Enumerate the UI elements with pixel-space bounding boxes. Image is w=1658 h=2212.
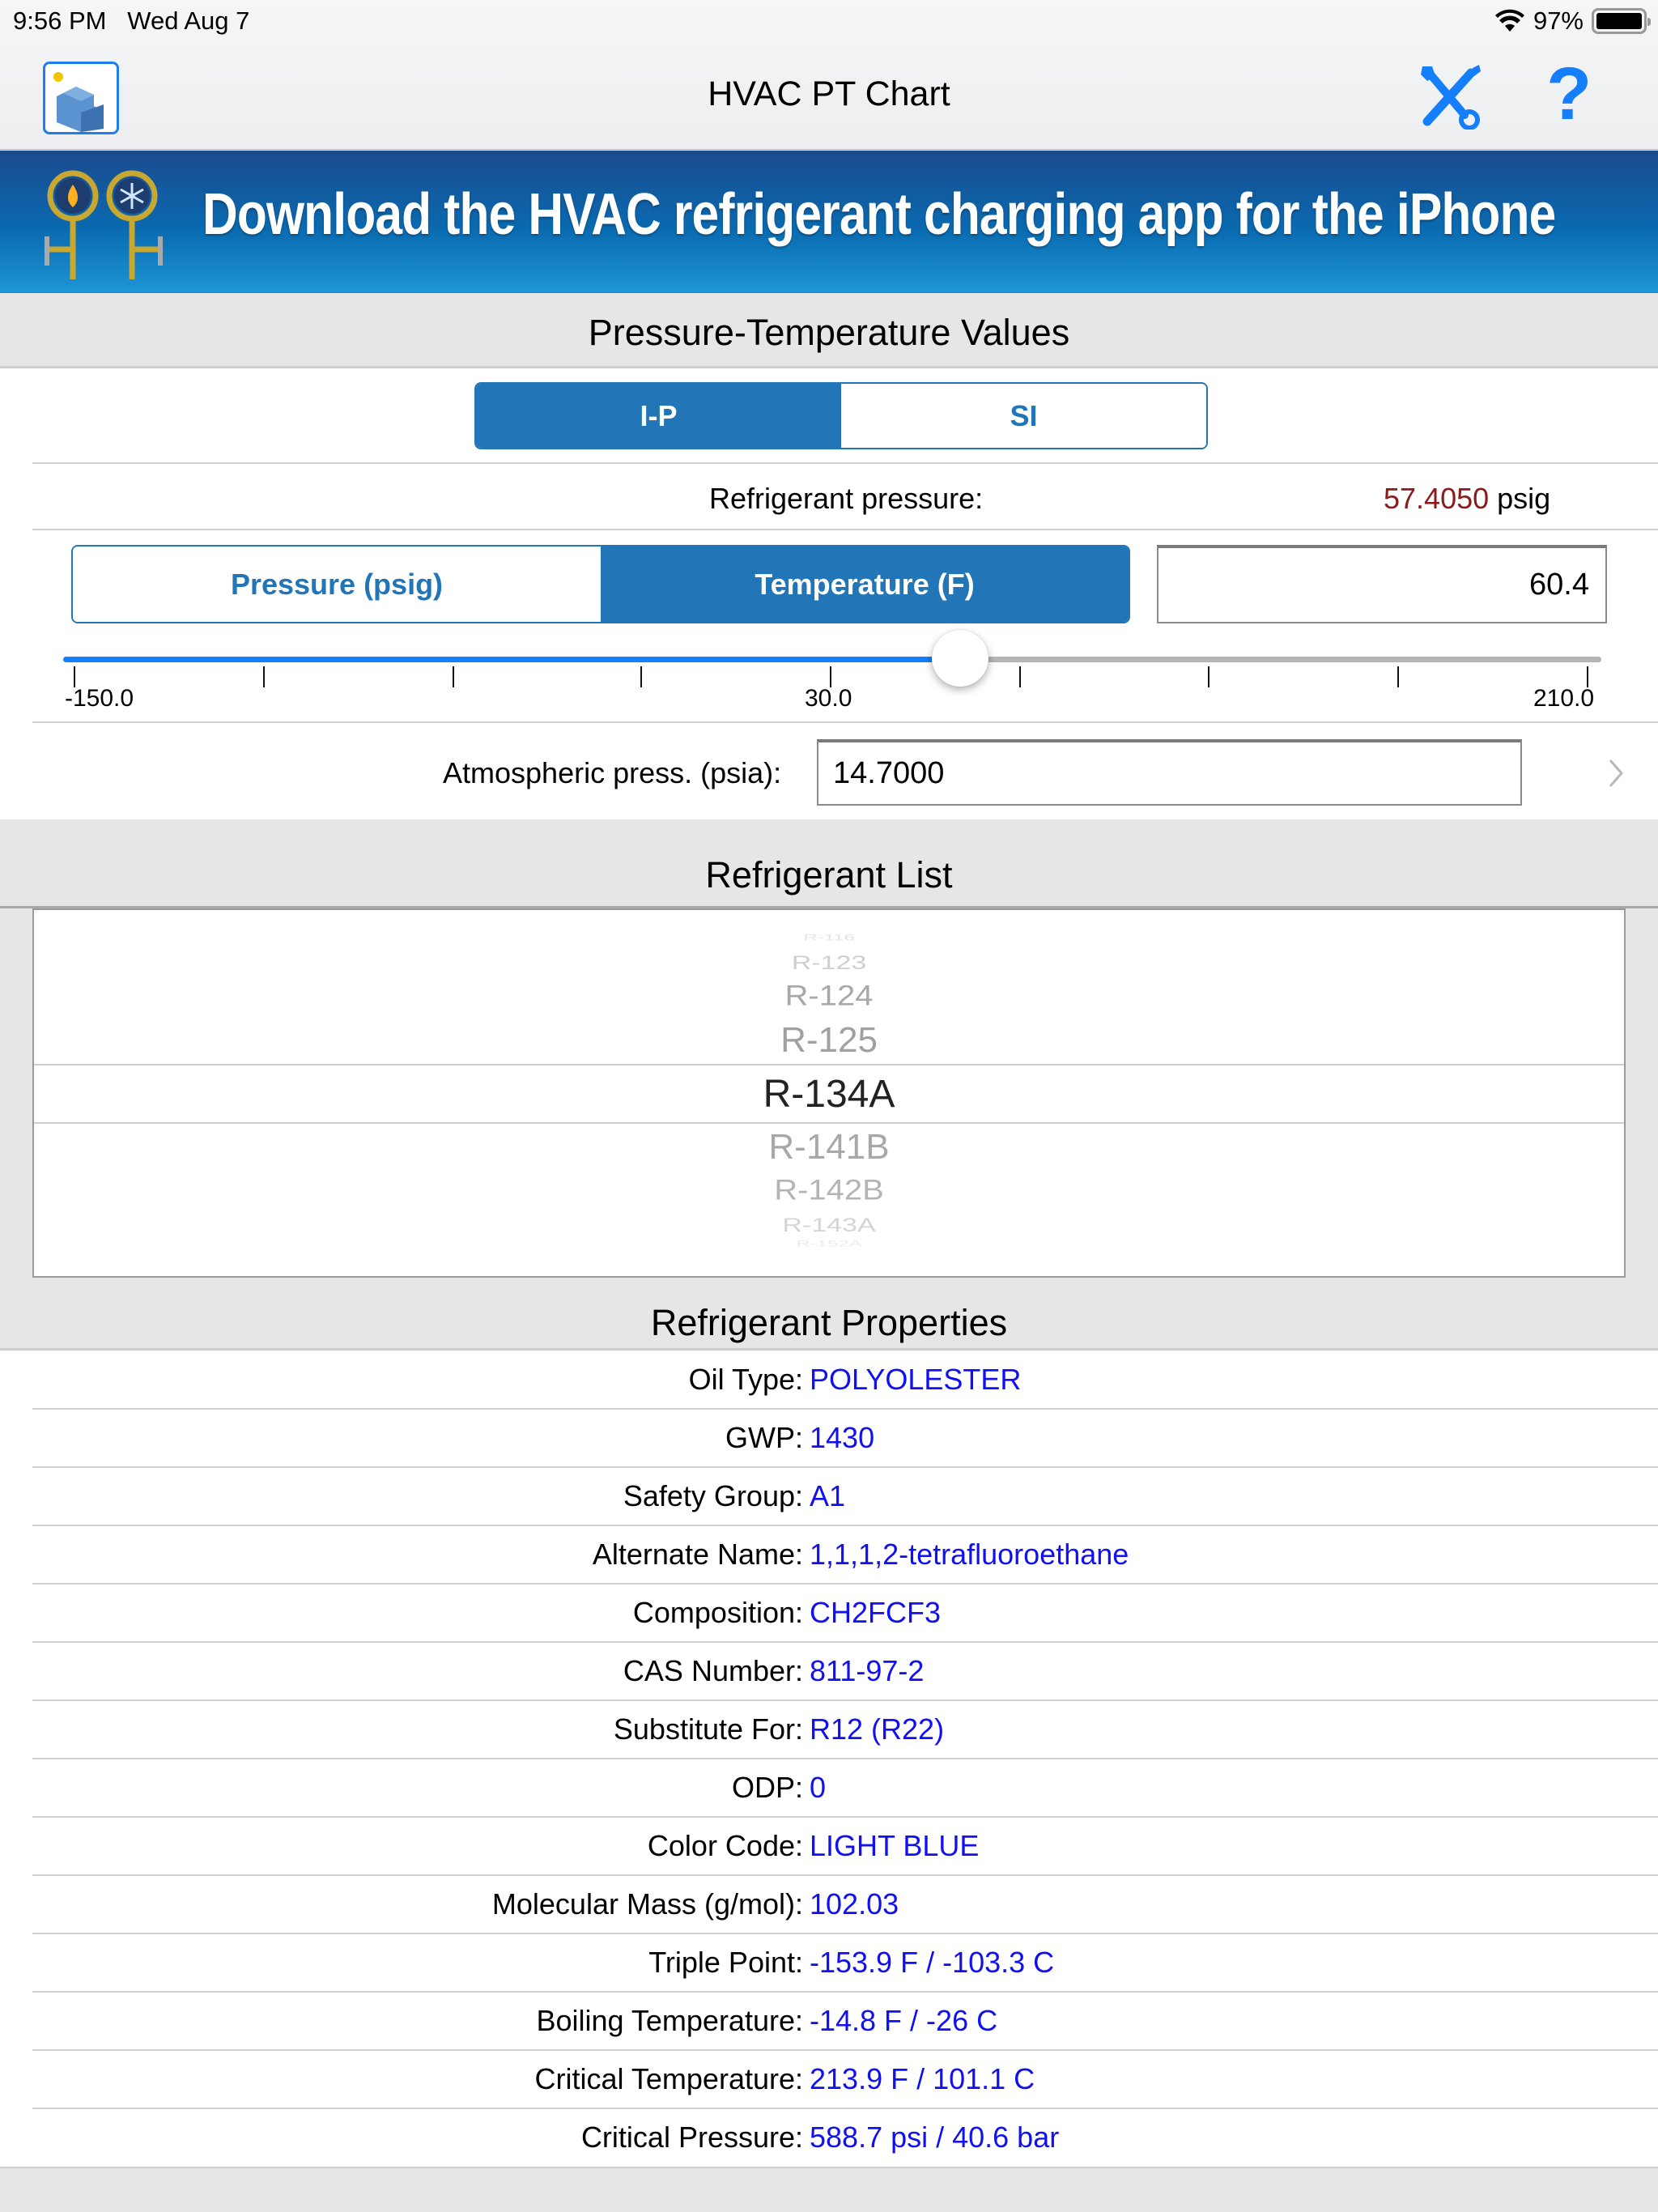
picker-item[interactable]: R-124 <box>784 980 874 1012</box>
wifi-icon <box>1494 9 1525 33</box>
property-value: -153.9 F / -103.3 C <box>810 1946 1055 1979</box>
refrigerant-pressure-label: Refrigerant pressure: <box>709 482 984 515</box>
clock-text: 9:56 PM <box>13 6 107 35</box>
property-row-oil-type <box>0 1351 1658 1409</box>
picker-selected-item[interactable]: R-134A <box>763 1073 895 1116</box>
promo-banner[interactable] <box>0 151 1658 293</box>
property-value: 811-97-2 <box>810 1654 925 1687</box>
slider-tick <box>1397 666 1399 687</box>
temperature-mode-button[interactable]: Temperature (F) <box>601 547 1129 622</box>
property-label: Triple Point: <box>648 1946 803 1979</box>
slider-max-label: 210.0 <box>1533 685 1595 712</box>
property-row-triple-point <box>0 1933 1658 1992</box>
property-label: Color Code: <box>647 1829 803 1862</box>
banner-text: Download the HVAC refrigerant charging app for the iPhone <box>202 182 1556 247</box>
picker-selection-bottom <box>34 1122 1624 1124</box>
status-time <box>13 6 249 36</box>
property-label: Molecular Mass (g/mol): <box>491 1887 803 1921</box>
property-label: ODP: <box>731 1771 803 1804</box>
property-row-molecular-mass <box>0 1875 1658 1933</box>
status-indicators <box>1494 6 1647 36</box>
property-label: Safety Group: <box>623 1479 803 1512</box>
slider-fill <box>63 657 960 662</box>
slider-min-label: -150.0 <box>65 685 134 712</box>
unit-system-toggle[interactable] <box>474 382 1208 449</box>
refrigerant-picker[interactable] <box>32 908 1626 1278</box>
property-row-gwp <box>0 1409 1658 1467</box>
slider-tick <box>1208 666 1209 687</box>
slider-track <box>960 657 1601 662</box>
temperature-input[interactable]: 60.4 <box>1157 545 1607 623</box>
picker-item[interactable]: R-125 <box>780 1020 878 1060</box>
property-label: Alternate Name: <box>592 1538 803 1571</box>
property-row-cas-number <box>0 1642 1658 1700</box>
refrigerant-pressure-unit: psig <box>1497 482 1551 515</box>
slider-tick <box>453 666 454 687</box>
divider <box>32 462 1658 464</box>
slider-thumb[interactable] <box>932 630 988 687</box>
chevron-right-icon[interactable] <box>1607 757 1625 789</box>
property-value: 213.9 F / 101.1 C <box>810 2062 1035 2095</box>
properties-list <box>0 1351 1658 2167</box>
property-value: 1430 <box>810 1421 875 1454</box>
property-label: Critical Pressure: <box>580 2121 803 2154</box>
property-row-composition <box>0 1584 1658 1642</box>
property-label: Oil Type: <box>688 1363 803 1396</box>
property-value: CH2FCF3 <box>810 1596 942 1629</box>
unit-ip-button[interactable]: I-P <box>476 384 841 448</box>
atmospheric-input[interactable]: 14.7000 <box>817 739 1522 806</box>
property-row-alternate-name <box>0 1525 1658 1584</box>
input-mode-toggle[interactable] <box>71 545 1130 623</box>
divider <box>32 529 1658 530</box>
property-label: Substitute For: <box>613 1712 803 1746</box>
property-value: 102.03 <box>810 1887 899 1921</box>
picker-item[interactable]: R-141B <box>768 1127 890 1167</box>
picker-item[interactable]: R-123 <box>791 951 867 974</box>
picker-item[interactable]: R-152A <box>796 1239 862 1249</box>
property-row-odp <box>0 1759 1658 1817</box>
battery-percent: 97% <box>1533 6 1584 35</box>
help-icon[interactable]: ? <box>1546 53 1592 135</box>
property-value: 588.7 psi / 40.6 bar <box>810 2121 1060 2154</box>
property-label: Critical Temperature: <box>534 2062 803 2095</box>
property-label: GWP: <box>725 1421 803 1454</box>
property-value: R12 (R22) <box>810 1712 945 1746</box>
pressure-mode-button[interactable]: Pressure (psig) <box>73 547 601 622</box>
property-value: A1 <box>810 1479 846 1512</box>
unit-si-button[interactable]: SI <box>841 384 1206 448</box>
property-label: Boiling Temperature: <box>536 2004 803 2037</box>
slider-tick <box>640 666 642 687</box>
picker-selection-top <box>34 1064 1624 1066</box>
property-row-boiling-temperature <box>0 1992 1658 2050</box>
slider-tick <box>263 666 265 687</box>
property-value: POLYOLESTER <box>810 1363 1022 1396</box>
refrigerant-list-header: Refrigerant List <box>0 819 1658 908</box>
page-title: HVAC PT Chart <box>708 74 950 113</box>
properties-header: Refrigerant Properties <box>0 1278 1658 1351</box>
refrigerant-pressure-readout <box>1384 482 1550 516</box>
navigation-bar <box>0 0 1658 150</box>
tools-icon[interactable] <box>1413 63 1486 130</box>
property-label: Composition: <box>632 1596 803 1629</box>
picker-item[interactable]: R-116 <box>803 933 855 943</box>
property-row-substitute-for <box>0 1700 1658 1759</box>
pt-values-header: Pressure-Temperature Values <box>0 293 1658 368</box>
property-row-safety-group <box>0 1467 1658 1525</box>
date-text: Wed Aug 7 <box>127 6 250 35</box>
divider <box>32 721 1658 723</box>
refrigerant-pressure-value: 57.4050 <box>1384 482 1490 515</box>
picker-item[interactable]: R-143A <box>782 1214 876 1236</box>
property-value: LIGHT BLUE <box>810 1829 980 1862</box>
picker-item[interactable]: R-142B <box>774 1174 884 1206</box>
property-row-critical-pressure <box>0 2108 1658 2167</box>
property-label: CAS Number: <box>623 1654 803 1687</box>
slider-mid-label: 30.0 <box>805 685 852 712</box>
property-value: 1,1,1,2-tetrafluoroethane <box>810 1538 1129 1571</box>
property-value: -14.8 F / -26 C <box>810 2004 998 2037</box>
battery-icon <box>1592 8 1647 34</box>
slider-tick <box>1019 666 1021 687</box>
property-row-color-code <box>0 1817 1658 1875</box>
gauge-manifold-icon <box>36 162 174 283</box>
divider <box>0 2167 1658 2168</box>
property-row-critical-temperature <box>0 2050 1658 2108</box>
property-value: 0 <box>810 1771 827 1804</box>
atmospheric-label: Atmospheric press. (psia): <box>443 756 782 789</box>
